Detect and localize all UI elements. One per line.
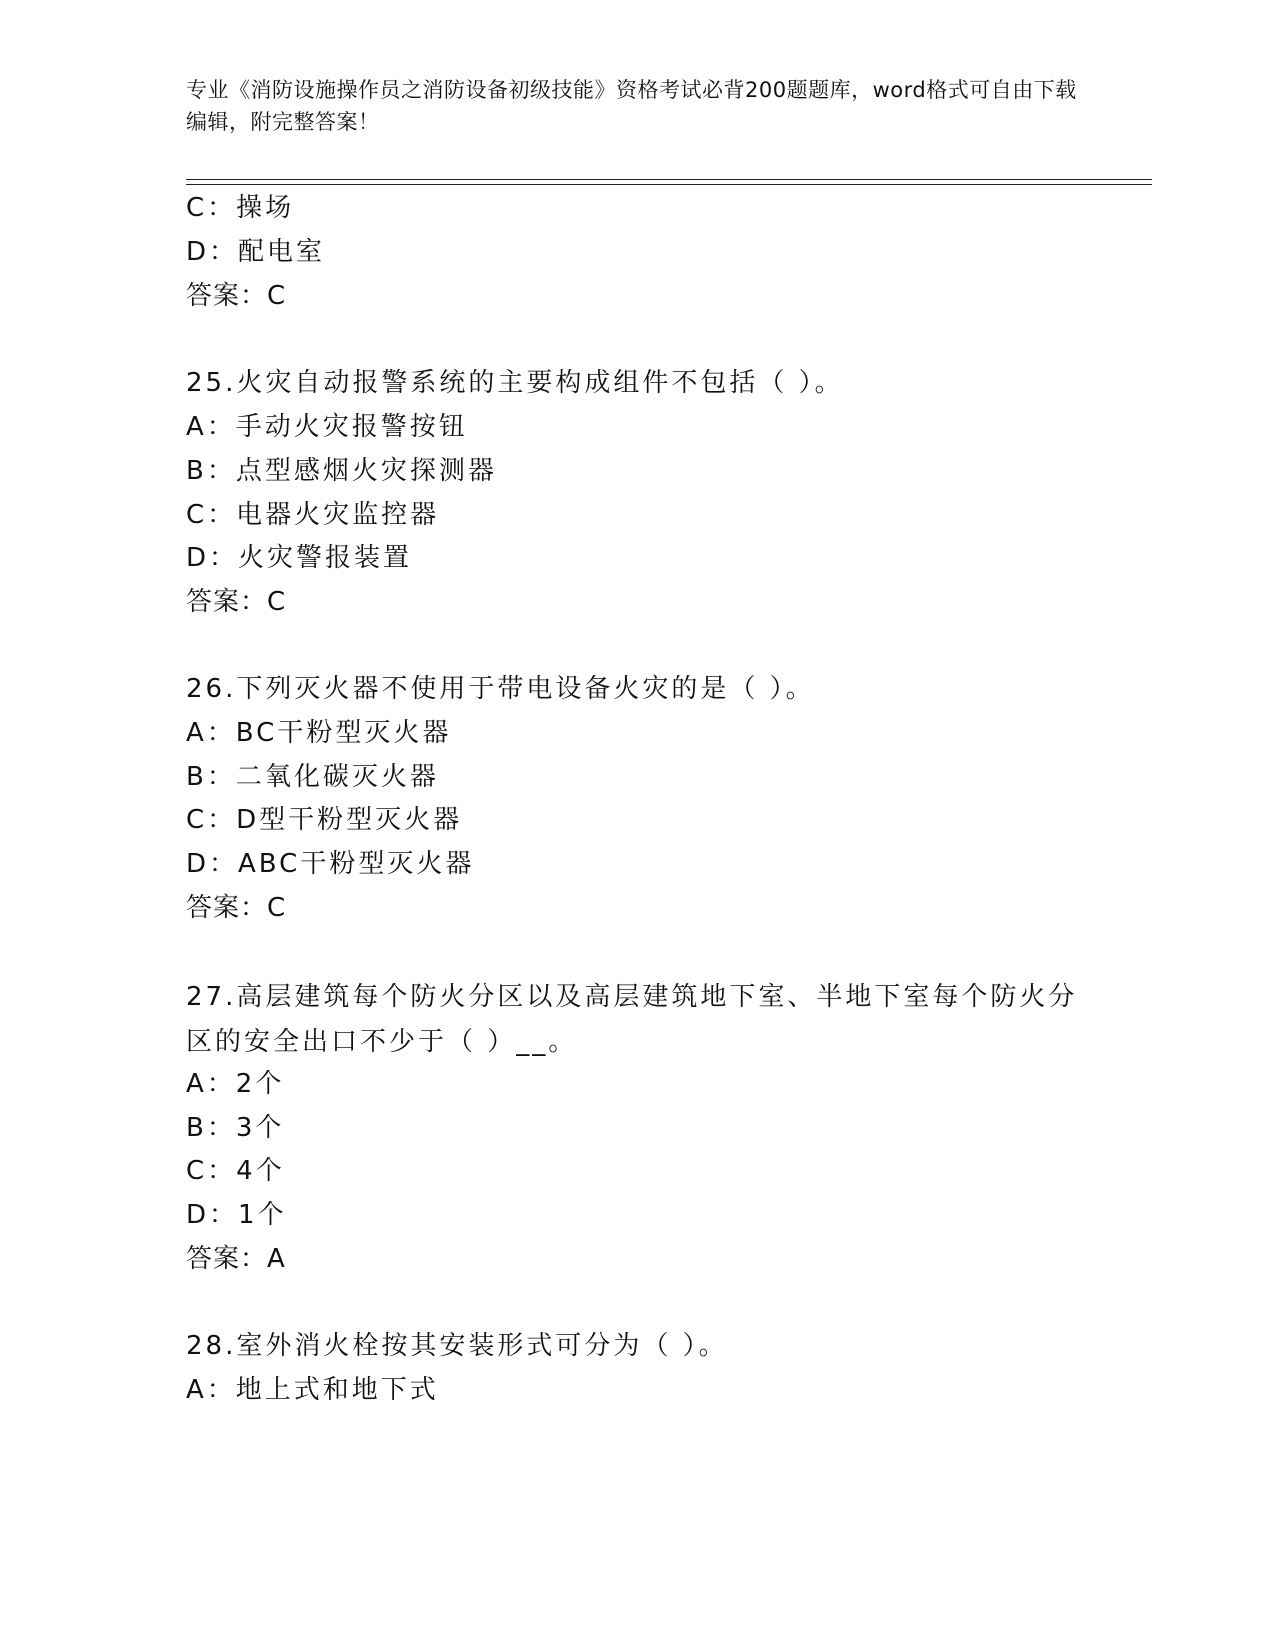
option-b: B：点型感烟火灾探测器 xyxy=(186,456,497,486)
answer: 答案：C xyxy=(186,587,287,617)
option-c: C：4个 xyxy=(186,1156,285,1186)
option-c: C：操场 xyxy=(186,193,295,223)
option-c: C：D型干粉型灭火器 xyxy=(186,805,463,835)
answer: 答案：C xyxy=(186,893,287,923)
option-a: A：手动火灾报警按钮 xyxy=(186,412,468,442)
header-divider-bottom xyxy=(186,184,1152,185)
question-stem: 28.室外消火栓按其安装形式可分为（ ）。 xyxy=(186,1331,728,1361)
answer: 答案：A xyxy=(186,1244,286,1274)
option-d: D：1个 xyxy=(186,1200,287,1230)
question-stem: 27.高层建筑每个防火分区以及高层建筑地下室、半地下室每个防火分区的安全出口不少于（ ）__。 xyxy=(186,982,1078,1057)
option-d: D：火灾警报装置 xyxy=(186,543,413,573)
question-stem: 25.火灾自动报警系统的主要构成组件不包括（ ）。 xyxy=(186,368,844,398)
document-header: 专业《消防设施操作员之消防设备初级技能》资格考试必背200题题库，word格式可自由下载编辑，附完整答案！ xyxy=(186,78,1077,134)
question-stem: 26.下列灭火器不使用于带电设备火灾的是（ ）。 xyxy=(186,674,815,704)
option-b: B：3个 xyxy=(186,1113,285,1143)
option-c: C：电器火灾监控器 xyxy=(186,500,440,530)
header-divider-top xyxy=(186,179,1152,180)
option-d: D：ABC干粉型灭火器 xyxy=(186,849,475,879)
option-a: A：2个 xyxy=(186,1069,285,1099)
answer: 答案：C xyxy=(186,281,287,311)
option-b: B：二氧化碳灭火器 xyxy=(186,762,439,792)
option-a: A：BC干粉型灭火器 xyxy=(186,718,452,748)
option-d: D：配电室 xyxy=(186,237,326,267)
option-a: A：地上式和地下式 xyxy=(186,1375,439,1405)
